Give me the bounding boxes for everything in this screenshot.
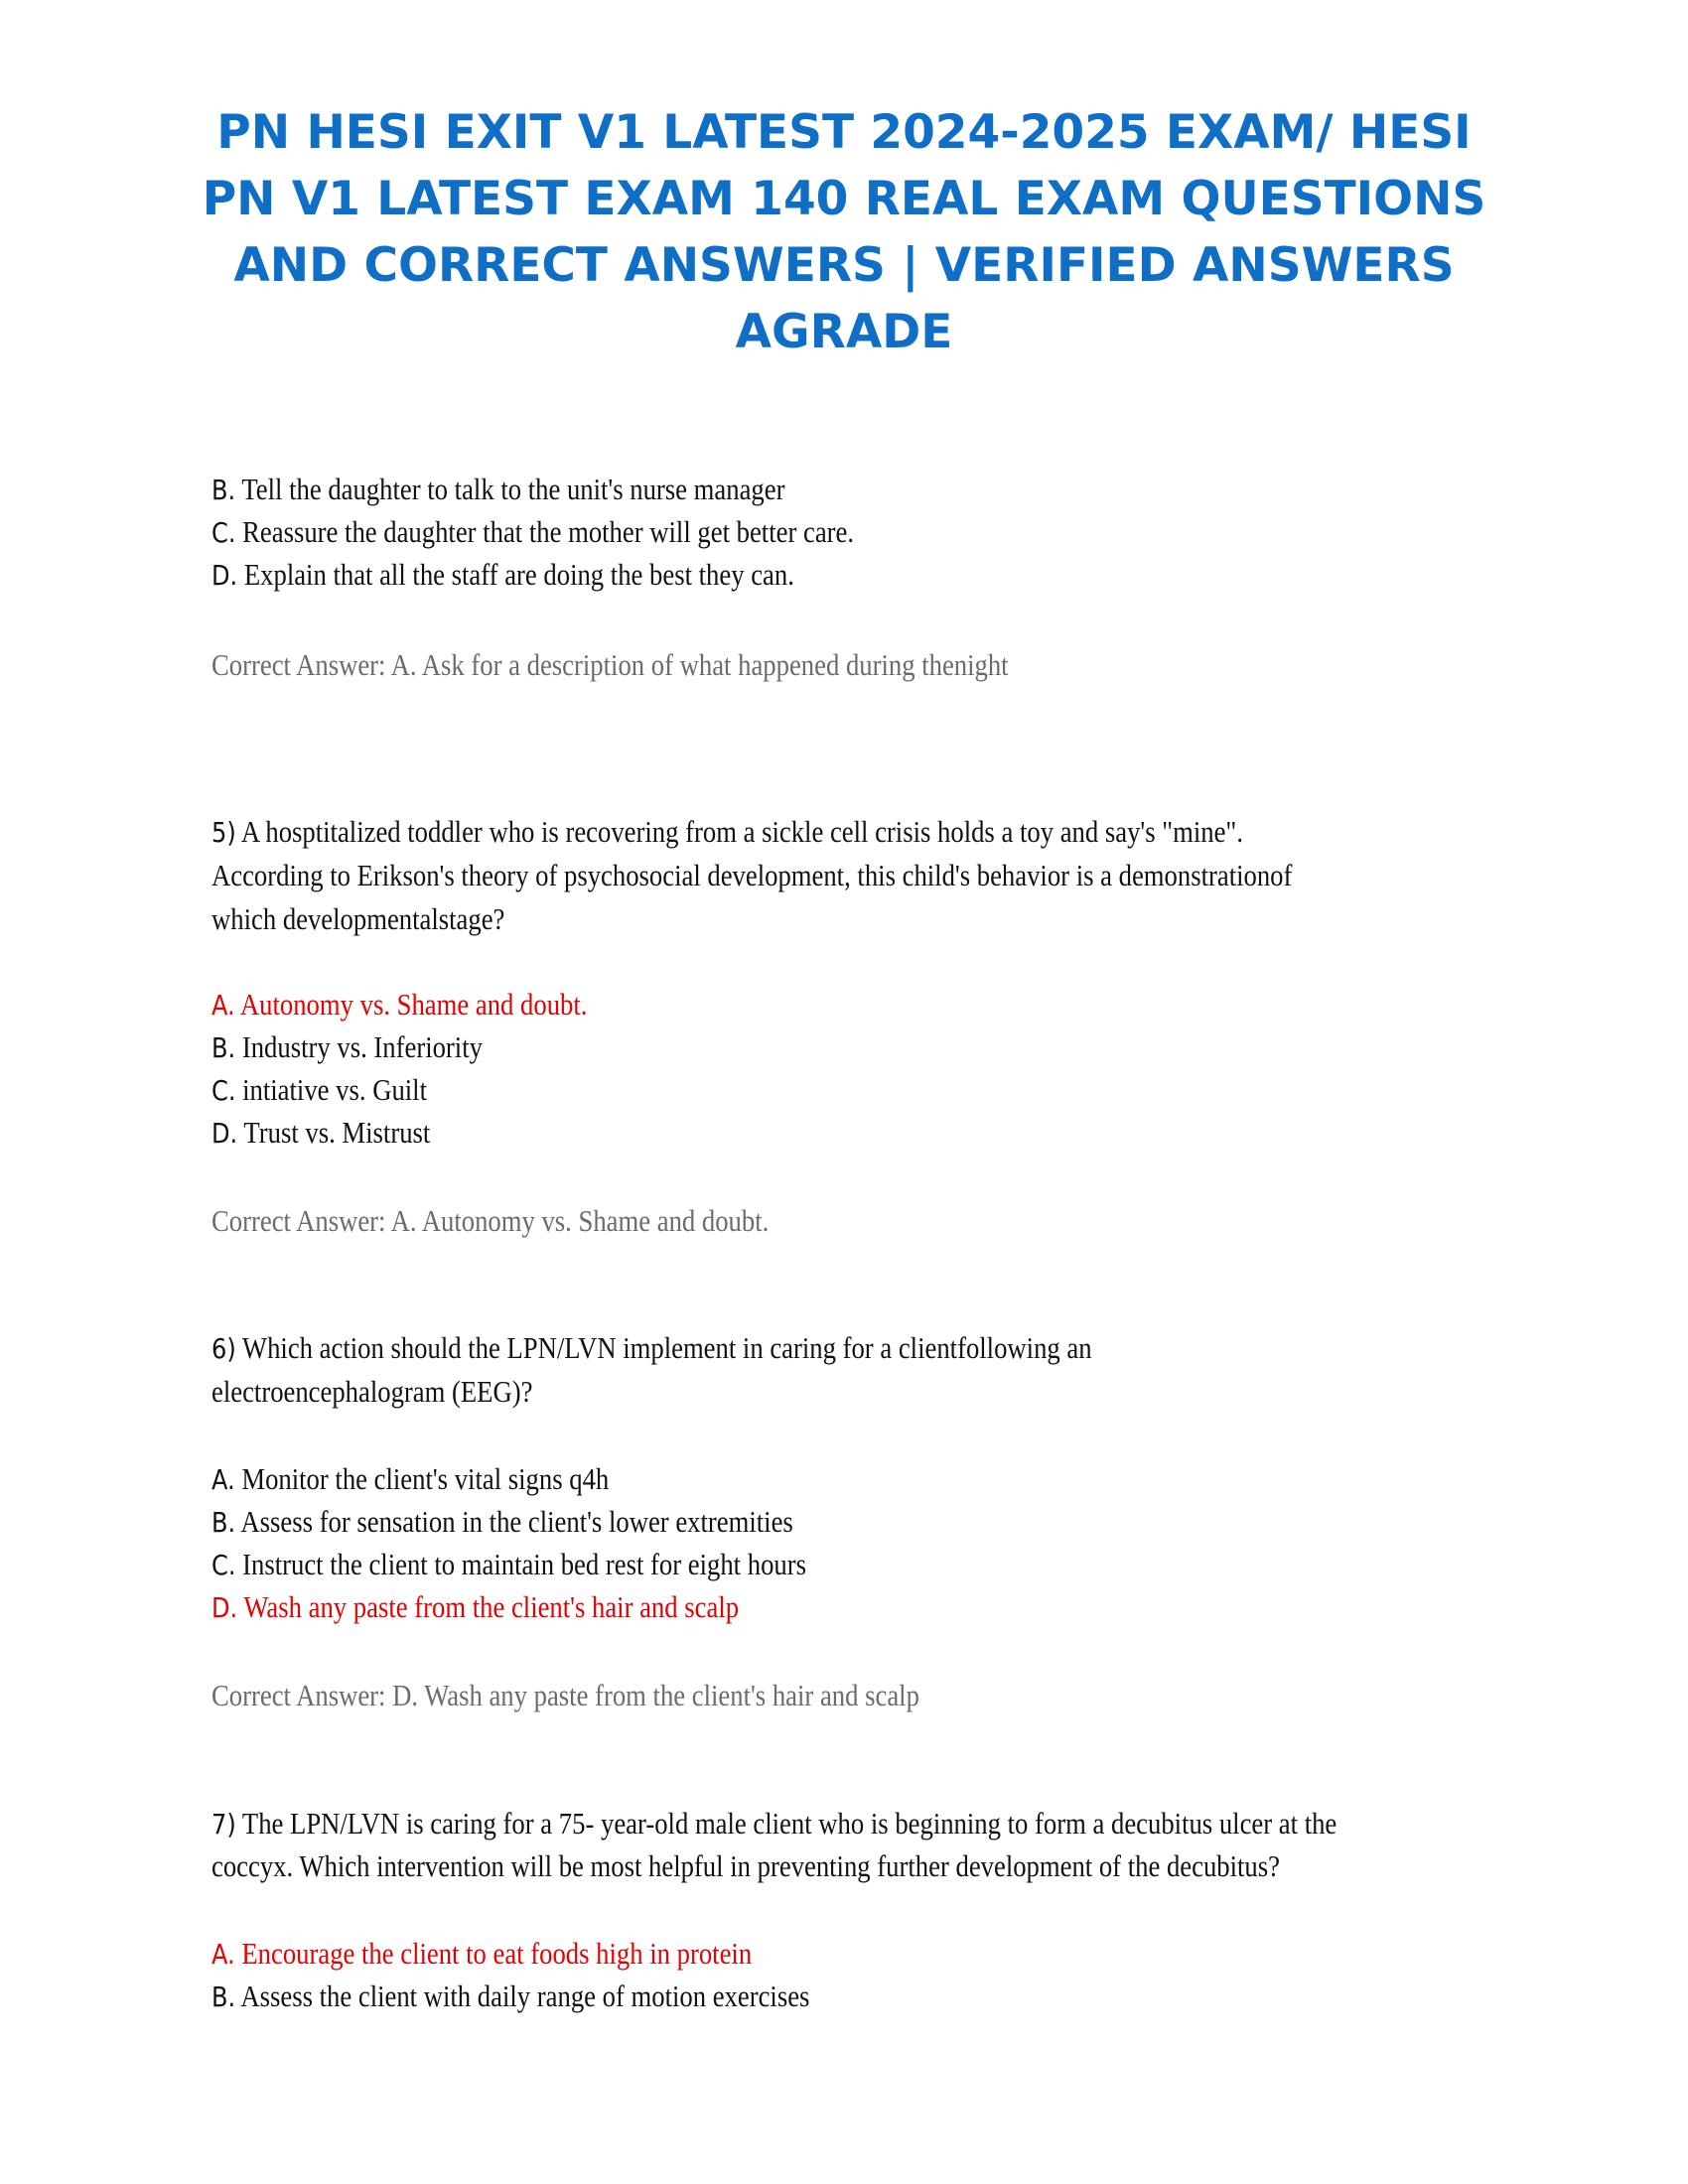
q4-option-d (211, 555, 794, 596)
q5-option-b (211, 1027, 483, 1068)
option-letter: C. (211, 1074, 236, 1107)
q5-question-line-3: which developmentalstage? (211, 901, 505, 936)
q5-correct-answer: Correct Answer: A. Autonomy vs. Shame and doubt. (211, 1203, 770, 1238)
option-text: Tell the daughter to talk to the unit's nurse manager (241, 472, 785, 506)
q5-question-line-2: According to Erikson's theory of psychosocial development, this child's behavior is a demonstrationof (211, 858, 1293, 892)
option-text: Industry vs. Inferiority (241, 1029, 483, 1064)
q6-option-d-correct (211, 1587, 739, 1628)
option-text: Explain that all the staff are doing the best they can. (243, 557, 794, 592)
q7-option-b (211, 1977, 809, 2017)
question-number: 7) (211, 1808, 236, 1841)
q6-correct-answer: Correct Answer: D. Wash any paste from the client's hair and scalp (211, 1678, 919, 1712)
option-text: Instruct the client to maintain bed rest for eight hours (242, 1547, 806, 1581)
option-text: Reassure the daughter that the mother will get better care. (242, 514, 855, 549)
question-number: 5) (211, 816, 236, 849)
option-letter: A. (211, 989, 235, 1022)
question-text: Which action should the LPN/LVN implement in caring for a clientfollowing an (241, 1330, 1092, 1365)
option-letter: B. (211, 474, 236, 506)
q7-question-line-1 (211, 1804, 1336, 1844)
title-line: AND CORRECT ANSWERS | VERIFIED ANSWERS (233, 238, 1455, 293)
q5-question-line-1 (211, 812, 1243, 853)
title-line: AGRADE (735, 305, 953, 359)
option-letter: B. (211, 1031, 236, 1064)
question-text: The LPN/LVN is caring for a 75- year-old male client who is beginning to form a decubitus ulcer at the (241, 1806, 1337, 1841)
option-text: Monitor the client's vital signs q4h (241, 1461, 610, 1496)
question-number: 6) (211, 1332, 236, 1365)
option-text: intiative vs. Guilt (242, 1072, 428, 1107)
q5-option-a-correct (211, 985, 587, 1025)
q7-question-line-2: coccyx. Which intervention will be most helpful in preventing further development of the decubitus? (211, 1848, 1280, 1883)
page-title (159, 99, 1529, 365)
title-line: PN V1 LATEST EXAM 140 REAL EXAM QUESTIONS (202, 172, 1486, 226)
q6-question-line-2: electroencephalogram (EEG)? (211, 1374, 533, 1409)
q4-option-c (211, 512, 854, 553)
option-letter: D. (211, 1591, 238, 1624)
option-letter: D. (211, 1117, 238, 1150)
option-letter: C. (211, 516, 236, 549)
q6-option-b (211, 1502, 793, 1543)
option-letter: B. (211, 1980, 236, 2013)
question-text: A hosptitalized toddler who is recovering from a sickle cell crisis holds a toy and say's "mine". (240, 814, 1243, 849)
option-letter: A. (211, 1463, 235, 1496)
q4-correct-answer: Correct Answer: A. Ask for a description of what happened during thenight (211, 647, 1009, 682)
option-letter: A. (211, 1938, 235, 1971)
option-letter: D. (211, 559, 238, 592)
q6-question-line-1 (211, 1328, 1092, 1369)
q5-option-d (211, 1113, 430, 1154)
option-text: Wash any paste from the client's hair and scalp (243, 1589, 740, 1624)
q6-option-a (211, 1459, 609, 1500)
q6-option-c (211, 1545, 806, 1585)
option-text: Assess for sensation in the client's lower extremities (240, 1504, 793, 1539)
option-text: Assess the client with daily range of motion exercises (240, 1979, 810, 2013)
option-text: Autonomy vs. Shame and doubt. (239, 987, 588, 1022)
option-letter: B. (211, 1506, 236, 1539)
q7-option-a-correct (211, 1934, 752, 1975)
q5-option-c (211, 1070, 427, 1111)
q4-option-b (211, 470, 784, 510)
option-letter: C. (211, 1549, 236, 1581)
option-text: Encourage the client to eat foods high in protein (241, 1936, 753, 1971)
option-text: Trust vs. Mistrust (243, 1115, 431, 1150)
title-line: PN HESI EXIT V1 LATEST 2024-2025 EXAM/ HESI (216, 105, 1472, 160)
